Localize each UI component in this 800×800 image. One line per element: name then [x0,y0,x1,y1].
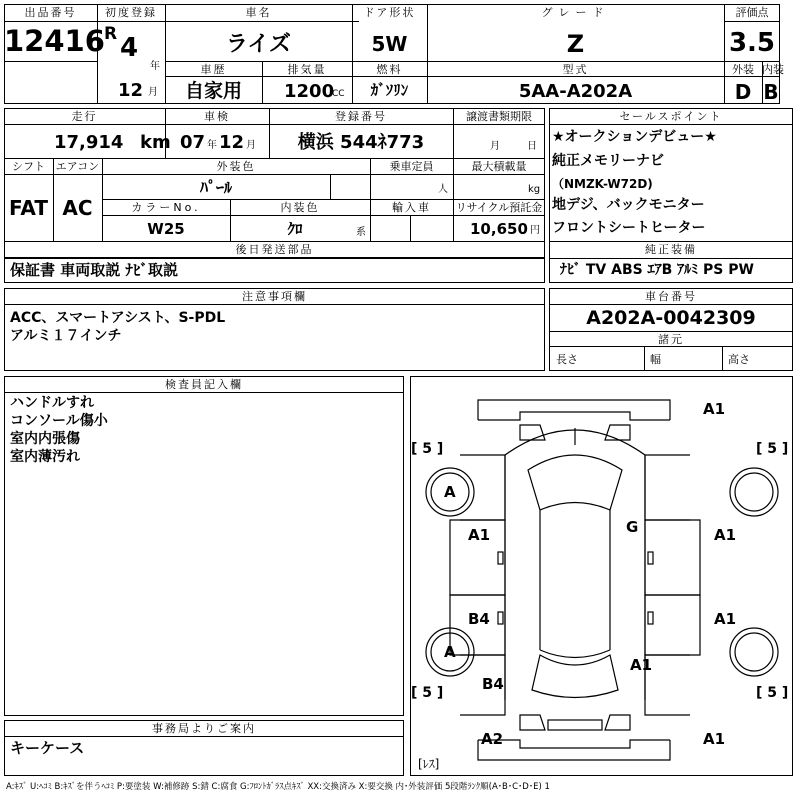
notes-label: 注意事項欄 [242,290,307,303]
mark-left-front-door: A1 [468,526,491,544]
grade-label: グレード [541,6,610,19]
capacity-unit: 人 [438,184,448,195]
sales-point-line: 地デジ、バックモニター [552,197,705,213]
notes-line: ACC、スマートアシスト、S-PDL [10,310,226,326]
mark-roof: G [626,518,639,536]
equipment-value: ﾅﾋﾞ TV ABS ｴｱB ｱﾙﾐ PS PW [560,262,754,278]
fuel-value: ｶﾞｿﾘﾝ [370,81,409,99]
registration-month: 12 [118,80,144,101]
lot-number: 12416 [4,24,105,58]
inspection-month-unit: 月 [246,140,256,151]
interior-score: B [763,80,779,104]
sales-point-line: （NMZK-W72D) [552,177,653,191]
notes-line: アルミ１７インチ [10,328,122,344]
plate-label: 登録番号 [335,110,387,123]
sales-point-line: フロントシートヒーター [552,220,706,236]
recycle-unit: 円 [530,225,540,236]
import-label: 輸入車 [392,201,431,214]
inspection-label: 車検 [204,110,230,123]
spare-tire: [ﾚｽ] [418,757,440,771]
transfer-month-unit: 月 [490,141,500,152]
door-label: ドア形状 [363,6,416,19]
tire-rear-left: [ 5 ] [411,685,444,701]
chassis-value: A202A-0042309 [586,307,756,329]
inspection-year: 07 [180,132,206,153]
plate-value: 横浜 544ﾈ773 [297,132,425,153]
color-number-value: W25 [147,220,185,238]
recycle-label: リサイクル預託金 [455,201,543,214]
history-value: 自家用 [184,80,242,102]
inspection-year-unit: 年 [207,140,217,151]
interior-color-unit: 系 [356,227,366,238]
transfer-label: 譲渡書類期限 [466,110,532,123]
inspector-line: ハンドルすれ [10,395,94,411]
displacement-unit: CC [332,89,345,99]
year-unit: 年 [150,61,160,72]
registration-era: R [104,24,118,44]
interior-label: 内装 [762,63,784,76]
later-parts-label: 後日発送部品 [235,243,314,256]
max-load-unit: kg [528,184,541,195]
color-number-label: カラーNo. [131,201,201,214]
ac-value: AC [62,196,93,220]
shift-label: シフト [12,160,45,173]
inspector-line: 室内内張傷 [10,431,80,447]
mark-rear-right: A1 [703,730,726,748]
car-name-label: 車名 [245,6,272,19]
exterior-score: D [734,80,752,104]
interior-color-label: 内装色 [280,201,320,214]
sales-points-label: セールスポイント [619,110,723,123]
width-label: 幅 [650,353,661,366]
recycle-value: 10,650 [470,220,528,238]
inspector-label: 検査員記入欄 [165,378,243,391]
inspector-line: コンソール傷小 [10,413,108,429]
spec-label: 諸元 [658,333,684,346]
ac-label: エアコン [55,160,100,173]
height-label: 高さ [728,353,750,366]
mileage-unit: km [140,132,171,153]
mark-rear-glass: A1 [630,656,653,674]
score-value: 3.5 [728,28,776,58]
interior-color-value: ｸﾛ [287,220,303,238]
first-registration-label: 初度登録 [105,6,157,19]
mileage-label: 走行 [71,110,98,123]
sales-point-line: ★オークションデビュー★ [552,129,717,145]
equipment-label: 純正装備 [645,243,697,256]
legend: A:ｷｽﾞ U:ﾍｺﾐ B:ｷｽﾞを伴うﾍｺﾐ P:要塗装 W:補修跡 S:錆 C:腐食 G:ﾌﾛﾝﾄｶﾞﾗｽ点ｷｽﾞ XX:交換済み X:要交換 内･外装評価 5段階ﾗﾝｸ順(A･B･C･D･E) 1 [6,782,550,792]
mark-right-front-door: A1 [714,526,737,544]
displacement-value: 1200 [284,81,335,102]
mark-left-rear-door: B4 [468,610,490,628]
grade-value: Z [566,30,585,58]
registration-year: 4 [120,33,139,63]
inspector-line: 室内薄汚れ [10,449,80,465]
transfer-day-unit: 日 [527,141,537,152]
tire-front-right: [ 5 ] [756,441,789,457]
sales-point-line: 純正メモリーナビ [552,153,664,169]
lot-number-label: 出品番号 [24,6,77,19]
exterior-label: 外装 [732,63,754,76]
mark-left-front-wheel: A [444,483,456,501]
mark-rear-left: A2 [481,730,504,748]
tire-front-left: [ 5 ] [411,441,444,457]
mark-left-rear-wheel: A [444,643,456,661]
office-label: 事務局よりご案内 [152,722,256,735]
length-label: 長さ [556,353,578,366]
capacity-label: 乗車定員 [389,160,434,173]
chassis-label: 車台番号 [645,290,697,303]
displacement-label: 排気量 [287,63,327,76]
max-load-label: 最大積載量 [471,160,527,173]
mileage-value: 17,914 [54,132,124,153]
later-parts-value: 保証書 車両取説 ﾅﾋﾞ取説 [10,261,178,279]
mark-front-bumper: A1 [703,400,726,418]
office-value: キーケース [10,739,85,757]
history-label: 車歴 [200,63,227,76]
car-name: ライズ [225,32,292,57]
fuel-label: 燃料 [376,63,403,76]
model-value: 5AA-A202A [518,81,633,102]
model-label: 型式 [562,63,589,76]
mark-left-rear-fender: B4 [482,675,504,693]
shift-value: FAT [9,196,48,220]
exterior-color-label: 外装色 [216,160,256,173]
inspection-month: 12 [219,132,245,153]
door-value: 5W [371,32,408,56]
month-unit: 月 [148,87,158,98]
mark-right-rear-door: A1 [714,610,737,628]
tire-rear-right: [ 5 ] [756,685,789,701]
exterior-color-value: ﾊﾟｰﾙ [199,178,232,197]
score-label: 評価点 [735,6,769,19]
